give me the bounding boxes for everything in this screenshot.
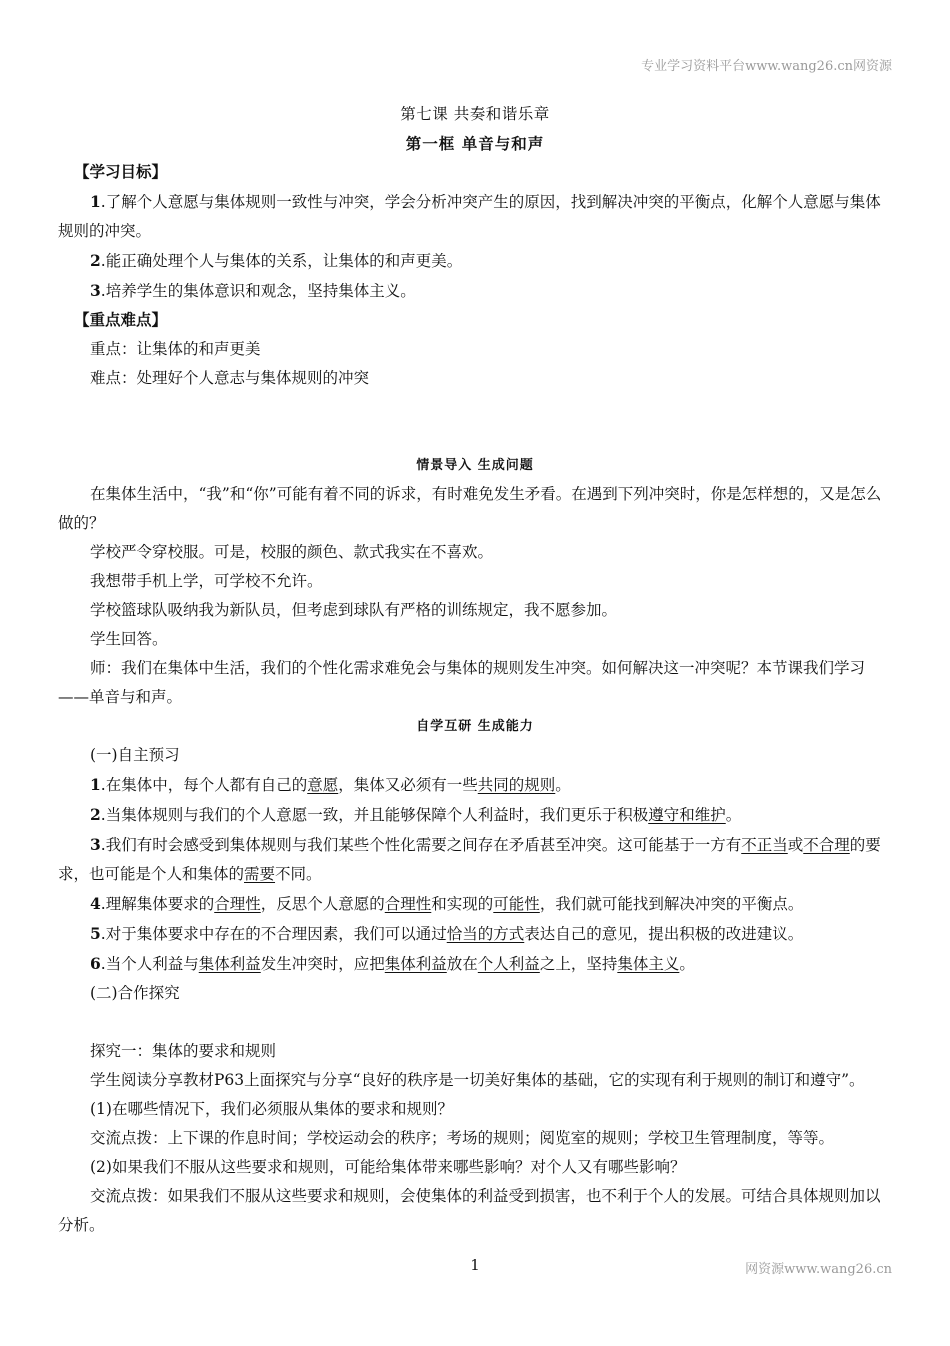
- explore-title: 探究一：集体的要求和规则: [90, 1042, 277, 1060]
- intro-paragraph: 在集体生活中，“我”和“你”可能有着不同的诉求，有时难免发生矛看。在遇到下列冲突时，你是怎样想的，又是怎么做的？: [58, 485, 882, 532]
- intro-section-title: 情景导入 生成问题: [416, 458, 534, 473]
- explore-answer-2: 交流点拨：如果我们不服从这些要求和规则，会使集体的利益受到损害，也不利于个人的发展。可结合具体规则加以分析。: [58, 1187, 881, 1234]
- preview-item: 6.当个人利益与集体利益发生冲突时，应把集体利益放在个人利益之上，坚持集体主义。: [90, 954, 695, 973]
- preview-item: 1.在集体中，每个人都有自己的意愿，集体又必须有一些共同的规则。: [90, 775, 571, 794]
- intro-paragraph: 学校篮球队吸纳我为新队员，但考虑到球队有严格的训练规定，我不愿参加。: [90, 601, 618, 619]
- objective-item: 3.培养学生的集体意识和观念，坚持集体主义。: [90, 281, 416, 300]
- page-number: 1: [470, 1256, 480, 1274]
- explore-question-1: (1)在哪些情况下，我们必须服从集体的要求和规则？: [90, 1100, 453, 1118]
- lesson-title: 第七课 共奏和谐乐章: [400, 105, 550, 123]
- objective-item: 1.了解个人意愿与集体规则一致性与冲突，学会分析冲突产生的原因，找到解决冲突的平衡点，化解个人意愿与集体规则的冲突。: [58, 192, 881, 240]
- difficult-point: 难点：处理好个人意志与集体规则的冲突: [90, 369, 370, 387]
- intro-paragraph: 学校严令穿校服。可是，校服的颜色、款式我实在不喜欢。: [90, 543, 494, 561]
- intro-paragraph: 学生回答。: [90, 630, 168, 648]
- explore-question-2: (2)如果我们不服从这些要求和规则，可能给集体带来哪些影响？对个人又有哪些影响？: [90, 1158, 686, 1176]
- preview-heading: (一)自主预习: [90, 746, 180, 764]
- objectives-heading: 【学习目标】: [74, 163, 168, 181]
- lesson-subtitle: 第一框 单音与和声: [405, 134, 545, 153]
- document-body: [58, 100, 892, 1240]
- footer-watermark: 网资源www.wang26.cn: [745, 1262, 892, 1277]
- header-watermark: 专业学习资料平台www.wang26.cn网资源: [641, 59, 892, 74]
- preview-item: 5.对于集体要求中存在的不合理因素，我们可以通过恰当的方式表达自己的意见，提出积极的改进建议。: [90, 924, 804, 943]
- preview-item: 4.理解集体要求的合理性，反思个人意愿的合理性和实现的可能性，我们就可能找到解决冲突的平衡点。: [90, 894, 804, 913]
- explore-answer-1: 交流点拨：上下课的作息时间；学校运动会的秩序；考场的规则；阅览室的规则；学校卫生管理制度，等等。: [90, 1129, 835, 1147]
- intro-paragraph: 我想带手机上学，可学校不允许。: [90, 572, 323, 590]
- preview-item: 2.当集体规则与我们的个人意愿一致，并且能够保障个人利益时，我们更乐于积极遵守和维护。: [90, 805, 742, 824]
- explore-intro: 学生阅读分享教材P63上面探究与分享“良好的秩序是一切美好集体的基础，它的实现有利于规则的制订和遵守”。: [90, 1071, 865, 1089]
- self-study-section-title: 自学互研 生成能力: [416, 719, 534, 734]
- intro-paragraph: 师：我们在集体中生活，我们的个性化需求难免会与集体的规则发生冲突。如何解决这一冲突呢？本节课我们学习——单音与和声。: [58, 659, 866, 706]
- cooperation-heading: (二)合作探究: [90, 984, 180, 1002]
- key-point: 重点：让集体的和声更美: [90, 340, 261, 358]
- objective-item: 2.能正确处理个人与集体的关系，让集体的和声更美。: [90, 251, 463, 270]
- key-points-heading: 【重点难点】: [74, 311, 168, 329]
- preview-item: 3.我们有时会感受到集体规则与我们某些个性化需要之间存在矛盾甚至冲突。这可能基于一方有不正当或不合理的要求，也可能是个人和集体的需要不同。: [58, 835, 881, 883]
